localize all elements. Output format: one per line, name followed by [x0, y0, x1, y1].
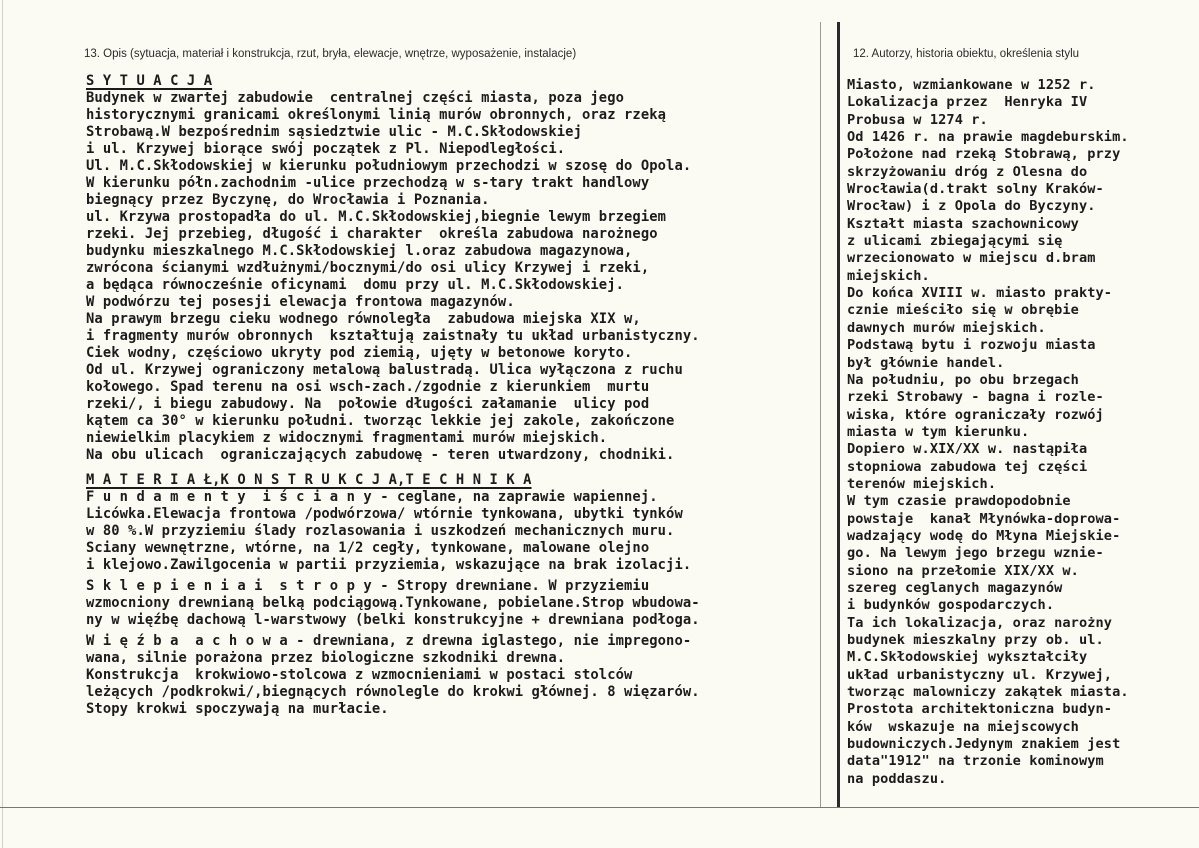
sheet-edge [2, 0, 3, 848]
text-line: Ul. M.C.Skłodowskiej w kierunku południowym przechodzi w szosę do Opola. [86, 158, 692, 174]
text-line: biegnący przez Byczynę, do Wrocławia i Poznania. [86, 192, 490, 208]
text-line: w 80 %.W przyziemiu ślady rozlasowania i uszkodzeń mechanicznych muru. [86, 523, 675, 539]
text-line: na poddaszu. [847, 770, 947, 787]
text-line: W tym czasie prawdopodobnie [847, 493, 1071, 510]
text-line: miasta w tym kierunku. [847, 423, 1030, 440]
text-line: a będąca równocześnie oficynami domu przy ul. M.C.Skłodowskiej. [86, 277, 625, 293]
text-line: siono na przełomie XIX/XX w. [847, 562, 1079, 579]
history-column [847, 77, 1129, 788]
bottom-rule [0, 807, 1199, 808]
text-line: Wrocławia(d.trakt solny Kraków- [847, 181, 1104, 198]
text-line: Sciany wewnętrzne, wtórne, na 1/2 cegły, tynkowane, malowane olejno [86, 540, 650, 556]
text-line: wana, silnie porażona przez biologiczne szkodniki drewna. [86, 650, 566, 666]
text-line: terenów miejskich. [847, 475, 997, 492]
section-heading: M A T E R I A Ł,K O N S T R U K C J A,T E C H N I K A [86, 472, 532, 488]
text-line: rzeki/, i biegu zabudowy. Na połowie długości załamanie ulicy pod [86, 396, 650, 412]
description-column [86, 73, 700, 718]
text-line: tworząc malowniczy zakątek miasta. [847, 684, 1129, 701]
text-line: F u n d a m e n t y i ś c i a n y - ceglane, na zaprawie wapiennej. [86, 489, 658, 505]
text-line: M.C.Skłodowskiej wykształciły [847, 649, 1088, 666]
text-line: Od 1426 r. na prawie magdeburskim. [847, 129, 1129, 146]
column-divider [837, 22, 840, 807]
text-line: go. Na lewym jego brzegu wznie- [847, 545, 1104, 562]
text-line: układ urbanistyczny ul. Krzywej, [847, 666, 1113, 683]
text-line: niewielkim placykiem z widocznymi fragmentami murów miejskich. [86, 430, 608, 446]
text-line: był głównie handel. [847, 354, 1005, 371]
text-line: data"1912" na trzonie kominowym [847, 753, 1104, 770]
text-line: Licówka.Elewacja frontowa /podwórzowa/ wtórnie tynkowana, ubytki tynków [86, 506, 683, 522]
text-line: cznie mieściło się w obrębie [847, 302, 1079, 319]
text-line: Podstawą bytu i rozwoju miasta [847, 337, 1096, 354]
text-line: ny w więźbę dachową l-warstwowy (belki konstrukcyjne + drewniana podłoga. [86, 612, 700, 628]
text-line: ków wskazuje na miejscowych [847, 718, 1079, 735]
text-line: stopniowa zabudowa tej części [847, 458, 1088, 475]
text-line: rzeki. Jej przebieg, długość i charakter określa zabudowa narożnego [86, 226, 658, 242]
text-line: i klejowo.Zawilgocenia w partii przyziemia, wskazujące na brak izolacji. [86, 557, 692, 573]
text-line: Miasto, wzmiankowane w 1252 r. [847, 77, 1096, 93]
text-line: Na prawym brzegu cieku wodnego równoległa zabudowa miejska XIX w, [86, 311, 641, 327]
text-line: budynek mieszkalny przy ob. ul. [847, 632, 1104, 648]
column-guide-line [820, 22, 821, 807]
text-line: Budynek w zwartej zabudowie centralnej części miasta, poza jego [86, 90, 625, 106]
text-line: Na południu, po obu brzegach [847, 371, 1079, 388]
section-13-header: 13. Opis (sytuacja, materiał i konstrukcja, rzut, bryła, elewacje, wnętrze, wyposażenie, instalacje) [84, 48, 577, 60]
text-line: Kształt miasta szachownicowy [847, 215, 1079, 232]
text-line: leżących /podkrokwi/,biegnących równolegle do krokwi głównej. 8 więzarów. [86, 684, 700, 700]
text-line: i budynków gospodarczych. [847, 597, 1055, 614]
text-line: budynku mieszkalnego M.C.Skłodowskiej l.oraz zabudowa magazynowa, [86, 243, 633, 259]
text-line: Strobawą.W bezpośrednim sąsiedztwie ulic - M.C.Skłodowskiej [86, 124, 582, 140]
text-line: ul. Krzywa prostopadła do ul. M.C.Skłodowskiej,biegnie lewym brzegiem [86, 209, 667, 225]
text-line: Od ul. Krzywej ograniczony metalową balustradą. Ulica wyłączona z ruchu [86, 362, 683, 378]
text-line: wadzający wodę do Młyna Miejskie- [847, 527, 1121, 544]
text-line: wiska, które ograniczały rozwój [847, 406, 1104, 423]
text-line: Dopiero w.XIX/XX w. nastąpiła [847, 441, 1088, 458]
text-line: Stopy krokwi spoczywają na murłacie. [86, 701, 389, 717]
text-line: Położone nad rzeką Stobrawą, przy [847, 146, 1121, 163]
text-line: W kierunku półn.zachodnim -ulice przechodzą w s-tary trakt handlowy [86, 175, 650, 191]
text-line: W podwórzu tej posesji elewacja frontowa magazynów. [86, 294, 515, 310]
section-12-header: 12. Autorzy, historia obiektu, określenia stylu [853, 48, 1080, 60]
text-line: Wrocław) i z Opola do Byczyny. [847, 198, 1096, 215]
text-line: wzmocniony drewnianą belką podciągową.Tynkowane, pobielane.Strop wbudowa- [86, 595, 700, 611]
block-gap [86, 464, 700, 472]
text-line: i fragmenty murów obronnych kształtują zaistnały tu układ urbanistyczny. [86, 328, 700, 344]
text-line: Lokalizacja przez Henryka IV [847, 94, 1088, 111]
text-line: szereg ceglanych magazynów [847, 579, 1063, 596]
text-line: rzeki Strobawy - bagna i rozle- [847, 389, 1104, 406]
text-line: wrzecionowato w miejscu d.bram [847, 250, 1096, 267]
text-line: Ciek wodny, częściowo ukryty pod ziemią, ujęty w betonowe koryto. [86, 345, 633, 361]
section-heading: S Y T U A C J A [86, 73, 213, 89]
text-line: zwrócona ścianymi wzdłużnymi/bocznymi/do osi ulicy Krzywej i rzeki, [86, 260, 650, 276]
text-line: miejskich. [847, 267, 930, 284]
text-line: historycznymi granicami określonymi linią murów obronnych, oraz rzeką [86, 107, 667, 123]
text-line: dawnych murów miejskich. [847, 319, 1046, 336]
text-line: Probusa w 1274 r. [847, 111, 988, 128]
text-line: skrzyżowaniu dróg z Olesna do [847, 163, 1088, 180]
text-line: Na obu ulicach ograniczających zabudowę - teren utwardzony, chodniki. [86, 447, 675, 463]
text-line: i ul. Krzywej biorące swój początek z Pl. Niepodległości. [86, 141, 566, 157]
text-line: kołowego. Spad terenu na osi wsch-zach./zgodnie z kierunkiem murtu [86, 379, 650, 395]
text-line: budowniczych.Jedynym znakiem jest [847, 736, 1121, 753]
text-line: powstaje kanał Młynówka-doprowa- [847, 510, 1121, 527]
text-line: Do końca XVIII w. miasto prakty- [847, 285, 1113, 302]
text-line: Konstrukcja krokwiowo-stolcowa z wzmocnieniami w postaci stolców [86, 667, 633, 683]
text-line: S k l e p i e n i a i s t r o p y - Stropy drewniane. W przyziemiu [86, 578, 650, 594]
text-line: Prostota architektoniczna budyn- [847, 701, 1113, 718]
text-line: z ulicami zbiegającymi się [847, 233, 1063, 250]
text-line: kątem ca 30° w kierunku południ. tworząc lekkie jej zakole, zakończone [86, 413, 675, 429]
text-line: W i ę ź b a a c h o w a - drewniana, z drewna iglastego, nie impregono- [86, 633, 692, 649]
text-line: Ta ich lokalizacja, oraz narożny [847, 614, 1113, 631]
